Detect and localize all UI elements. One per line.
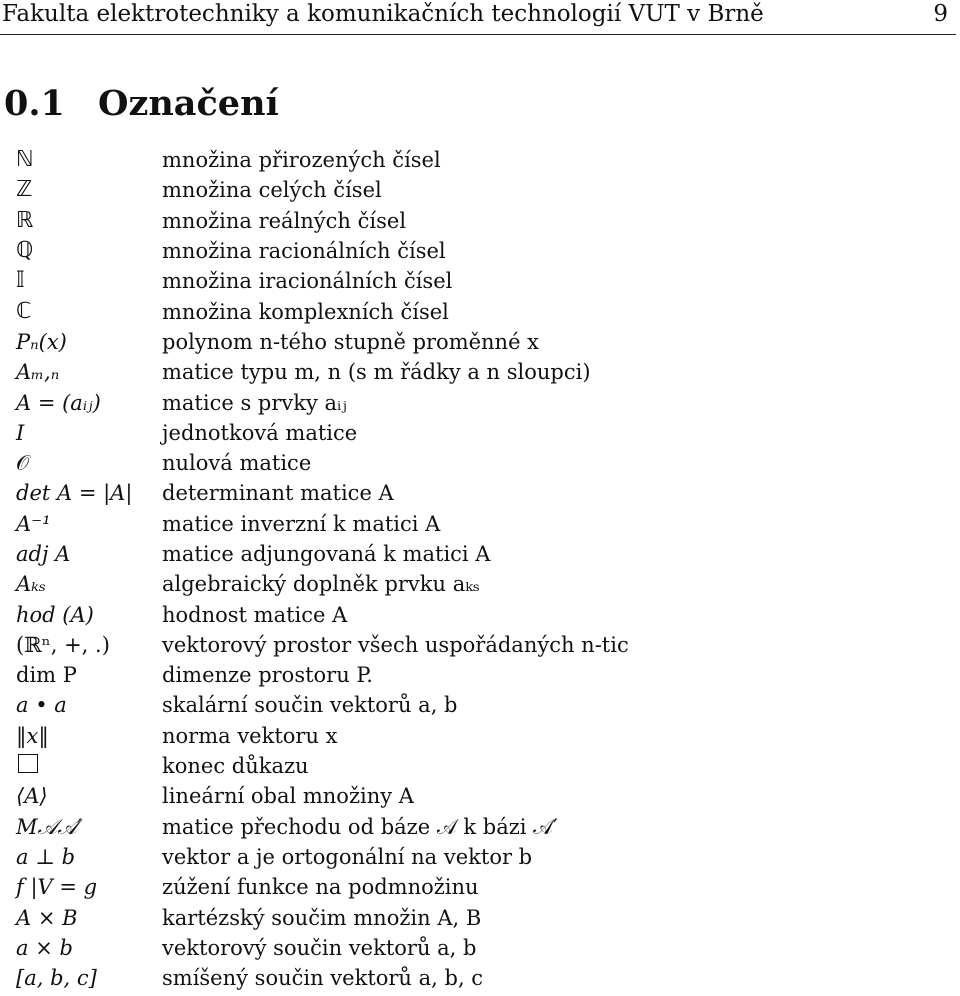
notation-description: matice typu m, n (s m řádky a n sloupci) <box>162 360 591 385</box>
header-title: Fakulta elektrotechniky a komunikačních technologií VUT v Brně <box>2 1 764 27</box>
notation-symbol: ℚ <box>16 238 34 264</box>
notation-row <box>16 266 946 296</box>
notation-symbol: [a, b, c] <box>16 966 97 991</box>
notation-row <box>16 206 946 236</box>
notation-row <box>16 478 946 508</box>
notation-symbol: a × b <box>16 935 73 960</box>
notation-row <box>16 357 946 387</box>
notation-description: nulová matice <box>162 451 312 476</box>
notation-symbol: adj A <box>16 542 71 566</box>
section-number: 0.1 <box>4 83 65 124</box>
notation-symbol: I <box>16 420 25 445</box>
qed-box-icon <box>16 754 162 778</box>
notation-row <box>16 630 946 660</box>
notation-row <box>16 327 946 357</box>
notation-row <box>16 781 946 811</box>
notation-symbol: a • a <box>16 693 67 718</box>
notation-row <box>16 660 946 690</box>
notation-row <box>16 812 946 842</box>
notation-symbol: M𝒜𝒜′ <box>16 814 83 839</box>
notation-description: lineární obal množiny A <box>162 784 414 809</box>
notation-row <box>16 933 946 963</box>
notation-symbol: ⟨A⟩ <box>16 784 48 809</box>
qed-box <box>18 754 38 773</box>
notation-symbol: f |V = g <box>16 875 98 900</box>
notation-description: vektor a je ortogonální na vektor b <box>162 844 533 869</box>
notation-description: vektorový prostor všech uspořádaných n-tic <box>162 632 629 657</box>
notation-description: množina iracionálních čísel <box>162 269 453 294</box>
notation-symbol: dim P <box>16 663 77 688</box>
notation-symbol: ‖x‖ <box>16 723 49 748</box>
notation-symbol: hod (A) <box>16 602 94 627</box>
notation-symbol: A × B <box>16 905 78 930</box>
notation-description: matice inverzní k matici A <box>162 511 441 536</box>
notation-row <box>16 599 946 629</box>
notation-row <box>16 509 946 539</box>
notation-symbol: (ℝⁿ, +, .) <box>16 632 110 657</box>
section-title: Označení <box>98 83 279 124</box>
notation-row <box>16 175 946 205</box>
notation-symbol: A⁻¹ <box>16 511 51 536</box>
notation-row <box>16 448 946 478</box>
notation-description: hodnost matice A <box>162 602 348 627</box>
notation-description: množina reálných čísel <box>162 208 407 233</box>
page-number: 9 <box>933 1 948 27</box>
notation-row <box>16 539 946 569</box>
notation-symbol: ℝ <box>16 207 34 233</box>
notation-row <box>16 296 946 326</box>
notation-symbol: ℕ <box>16 147 34 173</box>
notation-description: matice adjungovaná k matici A <box>162 542 491 566</box>
notation-description: matice přechodu od báze 𝒜 k bázi 𝒜′ <box>162 814 558 839</box>
notation-description: množina celých čísel <box>162 178 382 203</box>
notation-symbol: 𝒪 <box>16 451 30 476</box>
notation-description: norma vektoru x <box>162 723 338 748</box>
notation-description: determinant matice A <box>162 481 394 506</box>
notation-description: smíšený součin vektorů a, b, c <box>162 966 484 991</box>
notation-row <box>16 145 946 175</box>
notation-row <box>16 842 946 872</box>
notation-description: kartézský součim množin A, B <box>162 905 482 930</box>
notation-symbol: Pₙ(x) <box>16 329 67 354</box>
notation-row <box>16 387 946 417</box>
notation-description: polynom n-tého stupně proměnné x <box>162 329 540 354</box>
notation-description: algebraický doplněk prvku aₖₛ <box>162 572 480 597</box>
notation-list <box>16 145 946 993</box>
notation-row <box>16 721 946 751</box>
notation-description: množina komplexních čísel <box>162 299 449 324</box>
notation-description: konec důkazu <box>162 754 309 779</box>
notation-symbol: a ⊥ b <box>16 844 76 869</box>
notation-symbol: ℤ <box>16 177 33 203</box>
notation-row <box>16 872 946 902</box>
section-heading <box>4 84 279 124</box>
notation-description: jednotková matice <box>162 420 358 445</box>
notation-description: zúžení funkce na podmnožinu <box>162 875 479 900</box>
notation-row <box>16 751 946 781</box>
notation-symbol: Aₘ,ₙ <box>16 360 60 385</box>
notation-row <box>16 690 946 720</box>
notation-row <box>16 418 946 448</box>
page-header <box>0 0 956 35</box>
notation-row <box>16 236 946 266</box>
notation-description: matice s prvky aᵢⱼ <box>162 390 347 415</box>
notation-description: dimenze prostoru P. <box>162 663 373 688</box>
notation-description: skalární součin vektorů a, b <box>162 693 458 718</box>
notation-symbol: ℂ <box>16 298 32 324</box>
notation-description: množina přirozených čísel <box>162 148 441 173</box>
notation-row <box>16 902 946 932</box>
notation-symbol: 𝕀 <box>16 268 25 294</box>
notation-symbol: Aₖₛ <box>16 572 46 597</box>
notation-symbol: A = (aᵢⱼ) <box>16 390 101 415</box>
notation-row <box>16 963 946 993</box>
notation-row <box>16 569 946 599</box>
notation-symbol: det A = |A| <box>16 481 133 506</box>
notation-description: vektorový součin vektorů a, b <box>162 935 477 960</box>
notation-description: množina racionálních čísel <box>162 239 446 264</box>
